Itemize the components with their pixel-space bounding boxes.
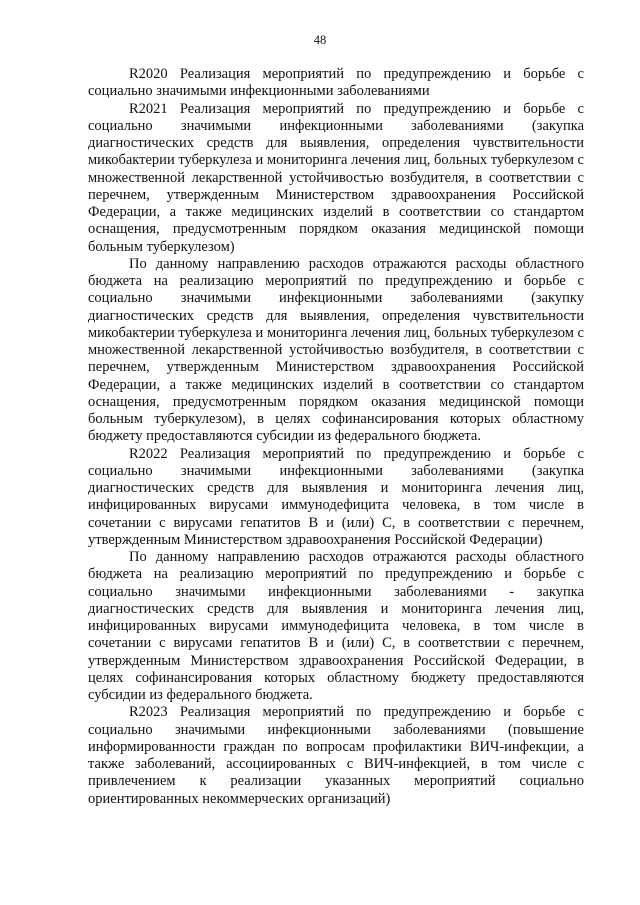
paragraph-r2022: R2022 Реализация мероприятий по предупреждению и борьбе с социально значимыми инфекционными заболеваниями (закупка диагностических средств для выявления и мониторинга лечения лиц, инфицированных вирусами иммунодефицита человека, в том числе в сочетании с вирусами гепатитов B и (или) C, в соответствии с перечнем, утвержденным Министерством здравоохранения Российской Федерации) [88, 445, 584, 548]
paragraph-r2023: R2023 Реализация мероприятий по предупреждению и борьбе с социально значимыми инфекционными заболеваниями (повышение информированности граждан по вопросам профилактики ВИЧ-инфекции, а также заболеваний, ассоциированных с ВИЧ-инфекцией, в том числе с привлечением к реализации указанных мероприятий социально ориентированных некоммерческих организаций) [88, 704, 584, 807]
paragraph-r2021: R2021 Реализация мероприятий по предупреждению и борьбе с социально значимыми инфекционными заболеваниями (закупка диагностических средств для выявления, определения чувствительности микобактерии туберкулеза и мониторинга лечения лиц, больных туберкулезом с множественной лекарственной устойчивостью возбудителя, в соответствии с перечнем, утвержденным Министерством здравоохранения Российской Федерации, а также медицинских изделий в соответствии со стандартом оснащения, предусмотренным порядком оказания медицинской помощи больным туберкулезом) [88, 100, 584, 255]
page-number: 48 [313, 33, 327, 47]
paragraph-r2020: R2020 Реализация мероприятий по предупреждению и борьбе с социально значимыми инфекционными заболеваниями [88, 66, 584, 100]
document-body [88, 66, 584, 808]
paragraph-r2022-description: По данному направлению расходов отражаются расходы областного бюджета на реализацию мероприятий по предупреждению и борьбе с социально значимыми инфекционными заболеваниями - закупка диагностических средств для выявления и мониторинга лечения лиц, инфицированных вирусами иммунодефицита человека, в том числе в сочетании с вирусами гепатитов B и (или) C, в соответствии с перечнем, утвержденным Министерством здравоохранения Российской Федерации, в целях софинансирования которых областному бюджету предоставляются субсидии из федерального бюджета. [88, 549, 584, 703]
paragraph-r2021-description: По данному направлению расходов отражаются расходы областного бюджета на реализацию мероприятий по предупреждению и борьбе с социально значимыми инфекционными заболеваниями (закупку диагностических средств для выявления, определения чувствительности микобактерии туберкулеза и мониторинга лечения лиц, больных туберкулезом с множественной лекарственной устойчивостью возбудителя, в соответствии с перечнем, утвержденным Министерством здравоохранения Российской Федерации, а также медицинских изделий в соответствии со стандартом оснащения, предусмотренным порядком оказания медицинской помощи больным туберкулезом), в целях софинансирования которых областному бюджету предоставляются субсидии из федерального бюджета. [88, 255, 584, 445]
